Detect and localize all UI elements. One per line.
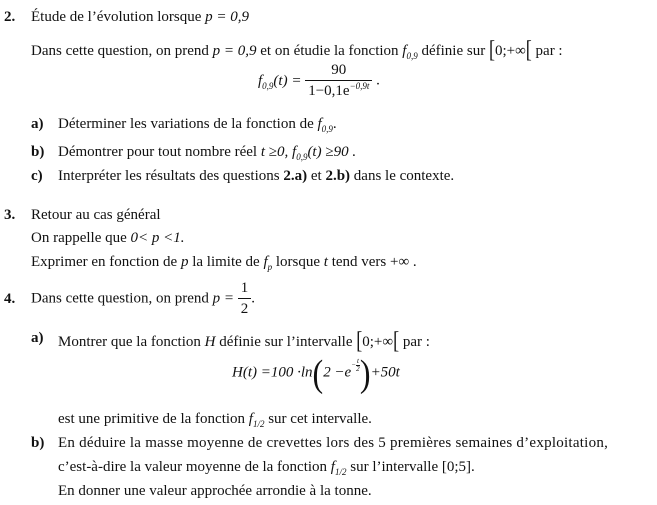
q4-b-line3: En donner une valeur approchée arrondie à la tonne. <box>58 483 372 499</box>
q4-b-end: . <box>471 459 475 475</box>
q4-H-rparen: ) <box>359 351 371 395</box>
q2-intro-c: définie sur <box>421 43 486 59</box>
q3-express-p: p <box>180 254 189 270</box>
q4-p-den: 2 <box>240 301 249 317</box>
q3-recall <box>31 231 185 246</box>
q4-b-line1: En déduire la masse moyenne de crevettes lors des 5 premières semaines d’exploitation, <box>58 435 609 451</box>
q4-b-label: b) <box>31 435 45 451</box>
q4-prim-text: est une primitive de la fonction <box>58 411 246 427</box>
q2-intro-d: par : <box>535 43 563 59</box>
q4-p-fraction <box>238 281 252 317</box>
q2-formula-num: 90 <box>305 63 372 81</box>
q2-c-text <box>58 169 454 184</box>
q4-interval: [0;+∞[ <box>356 326 400 354</box>
q4-H-inner: 2 −e <box>323 364 352 381</box>
q2-b-label: b) <box>31 144 45 160</box>
q4-b-f: $f_{1/2}$ <box>330 459 347 477</box>
q2-c-label: c) <box>31 168 43 184</box>
q3-express-b: la limite de <box>192 254 260 270</box>
q4-intro-text: Dans cette question, on prend <box>31 290 209 307</box>
q4-primitive <box>58 412 372 427</box>
q4-a-t3: par : <box>402 334 430 350</box>
q4-a-H: H <box>204 334 216 350</box>
q3-express-t: t <box>323 254 328 270</box>
q4-intro <box>31 281 255 317</box>
q4-b-line2 <box>58 460 475 475</box>
q3-recall-text: On rappelle que <box>31 230 127 246</box>
q4-b-interval: [0;5] <box>441 459 472 475</box>
q2-c-ref1: 2.a) <box>283 168 308 184</box>
q2-b-f: $f_{0,9}(t) \ge 90$ . <box>292 144 357 162</box>
q2-intro-a: Dans cette question, on prend <box>31 43 209 59</box>
q2-title-text: Étude de l’évolution lorsque <box>31 9 202 25</box>
q4-H-formula <box>232 351 400 395</box>
q2-formula-den: $1-0,1e^{-0,9t}$ <box>308 81 370 99</box>
q4-b-l2a: c’est-à-dire la valeur moyenne de la fonction <box>58 459 328 475</box>
q4-H-exp: − $\frac{t}{2}$ <box>351 357 360 374</box>
q2-a-label: a) <box>31 116 44 132</box>
q2-a-f: $f_{0,9}$ <box>317 116 333 134</box>
q2-a-body: Déterminer les variations de la fonction de <box>58 116 314 132</box>
q2-interval: [0;+∞[ <box>488 35 532 63</box>
q2-b-text <box>58 145 356 160</box>
q4-prim-f: $f_{1/2}$ <box>248 411 265 429</box>
q3-express-inf: +∞ . <box>390 254 417 270</box>
q2-formula-fraction <box>305 63 372 99</box>
q2-b-cond: t ≥0, <box>260 144 289 160</box>
q2-a-text <box>58 117 337 132</box>
q4-a-t1: Montrer que la fonction <box>58 334 201 350</box>
q4-number: 4. <box>4 291 16 307</box>
q2-intro-eq: p = 0,9 <box>212 43 257 59</box>
q3-express-c: lorsque <box>275 254 321 270</box>
q4-p-num: 1 <box>238 281 252 299</box>
q2-c-ref2: 2.b) <box>325 168 351 184</box>
q2-intro <box>31 35 563 63</box>
q4-p-end: . <box>251 290 255 307</box>
q4-b-l2b: sur l’intervalle <box>350 459 439 475</box>
q3-recall-eq: 0< p <1. <box>130 230 185 246</box>
q2-b-body: Démontrer pour tout nombre réel <box>58 144 258 160</box>
q2-formula-end: . <box>376 72 380 89</box>
q2-c-t3: dans le contexte. <box>353 168 455 184</box>
q2-c-t1: Interpréter les résultats des questions <box>58 168 280 184</box>
q2-formula <box>258 63 380 99</box>
q4-H-lparen: ( <box>312 351 324 395</box>
q2-c-t2: et <box>310 168 322 184</box>
q3-number: 3. <box>4 207 16 223</box>
q4-prim-end: sur cet intervalle. <box>268 411 372 427</box>
q2-intro-f: $f_{0,9}$ <box>402 43 418 61</box>
q2-a-end: . <box>332 116 337 132</box>
q3-express-a: Exprimer en fonction de <box>31 254 178 270</box>
q2-intro-b: et on étudie la fonction <box>260 43 399 59</box>
q2-title <box>31 10 249 25</box>
q4-a-t2: définie sur l’intervalle <box>219 334 353 350</box>
q3-express-f: $f_p$ <box>263 254 273 272</box>
q3-title: Retour au cas général <box>31 207 161 223</box>
q4-H-lhs: H(t) =100 ·ln <box>232 364 313 381</box>
q4-a-text <box>58 326 430 354</box>
q3-express-d: tend vers <box>331 254 387 270</box>
q4-H-rhs: +50t <box>370 364 400 381</box>
q3-express <box>31 255 417 270</box>
q4-p-eq: p = <box>212 290 234 307</box>
q4-a-label: a) <box>31 330 44 346</box>
q2-number: 2. <box>4 9 16 25</box>
q2-formula-lhs: $f_{0,9}(t)$ = <box>258 72 302 91</box>
q2-title-eq: p = 0,9 <box>205 9 250 25</box>
